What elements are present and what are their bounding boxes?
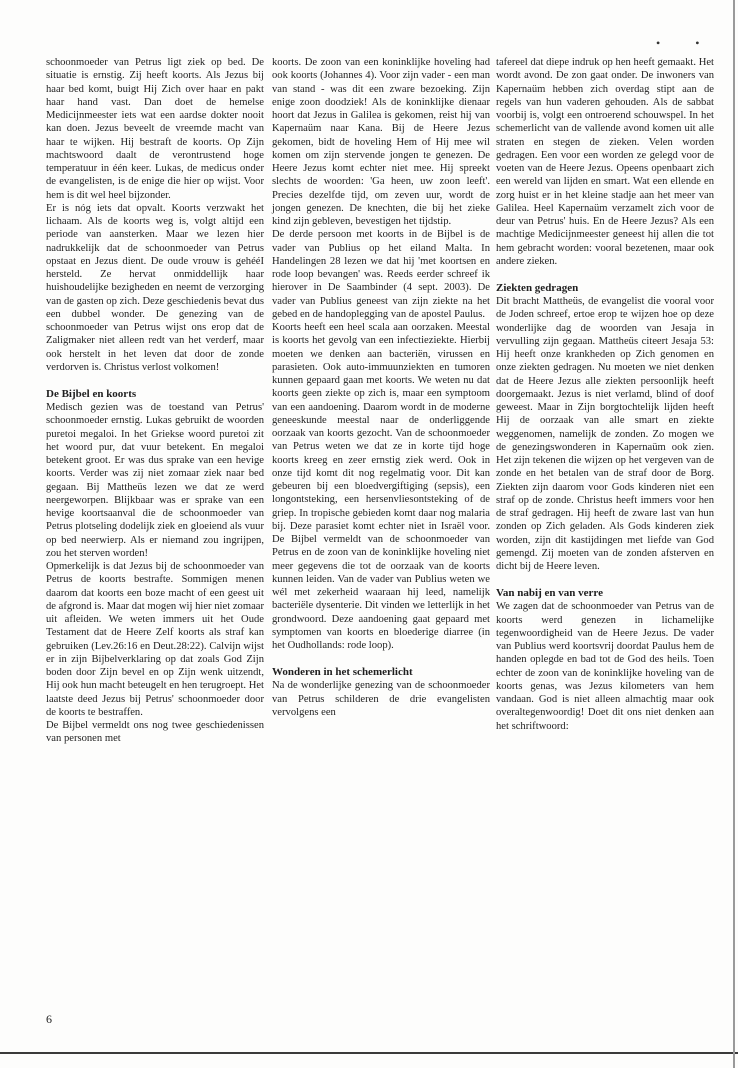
paragraph: tafereel dat diepe indruk op hen heeft gemaakt. Het wordt avond. De zon gaat onder. De inwoners van Kapernaüm hebben zich overdag stipt aan de regels van hun vaderen gehouden. Als de sabbat voorbij is, volgt een ontroerend schouwspel. In het schemerlicht van de vallende avond komen uit alle straten en stegen de zieken. Velen worden gedragen. Een voor een worden ze gelegd voor de voeten van de Heere Jezus. Opeens openbaart zich een wereld van lijden en smart. Wat een ellende en zorg huist er in het kleine stadje aan het meer van Galilea. Heel Kapernaüm verzamelt zich voor de deur van Petrus' huis. En de Heere Jezus? Als een machtige Medicijnmeester geneest hij allen die tot hem gebracht worden: vooral bezetenen, maar ook andere zieken.: [496, 57, 714, 267]
paragraph: Koorts heeft een heel scala aan oorzaken. Meestal is koorts het gevolg van een infectieziekte. Hierbij moeten we denken aan bacteriën, virussen en parasieten. Ook auto-immuunziekten en tumoren kunnen gepaard gaan met koorts. We weten nu dat koorts geen ziekte op zich is, maar een symptoom van een aandoening. Daarom wordt in de moderne geneeskunde meestal naar de onderliggende oorzaak van koorts gezocht. Van de schoonmoeder van Petrus weten we dat ze in korte tijd hoge koorts kreeg en zeer ernstig ziek werd. Ook in onze tijd komt dit nog regelmatig voor. Dit kan gebeuren bij een bloedvergiftiging (sepsis), een longontsteking, een hersenvliesontsteking of de griep. In tropische gebieden komt daar nog malaria bij. Deze parasiet komt echter niet in Israël voor. De Bijbel vermeldt van de schoonmoeder van Petrus en de zoon van de koninklijke hoveling niet meer gegevens die tot de oorzaak van de koorts kunnen leiden. Van de vader van Publius weten we wél met zekerheid waaraan hij leed, namelijk bacteriële dysenterie. Dit vinden we letterlijk in het grondwoord. Deze aandoening gaat gepaard met symptomen van koorts en bloederige diarree (in het Oudhollands: rode loop).: [272, 322, 490, 651]
paragraph: De derde persoon met koorts in de Bijbel is de vader van Publius op het eiland Malta. In Handelingen 28 lezen we dat hij 'met koortsen en rode loop bevangen' was. Reeds eerder schreef ik hierover in De Saambinder (4 sept. 2003). De vader van Publius geneest van zijn ziekte na het gebed en de handoplegging van de apostel Paulus.: [272, 229, 490, 320]
page-number: 6: [46, 1012, 52, 1026]
section-heading-de-bijbel-en-koorts: De Bijbel en koorts: [46, 388, 137, 400]
paragraph: Er is nóg iets dat opvalt. Koorts verzwakt het lichaam. Als de koorts weg is, volgt altijd een periode van aansterken. Maar we lezen hier nadrukkelijk dat de schoonmoeder van Petrus opstaat en Jezus dient. De oude vrouw is gehééI hersteld. Ze hervat onmiddellijk haar huishoudelijke bezigheden en neemt de verzorging van de gasten op zich. Deze geschiedenis bevat dus een dubbel wonder. De genezing van de schoonmoeder van Petrus wijst ons erop dat de Zaligmaker niet alleen redt van het verderf, maar ook herstelt in het leven dat door de zonde verdorven is. Christus verlost volkomen!: [46, 202, 264, 373]
paragraph: koorts. De zoon van een koninklijke hoveling had ook koorts (Johannes 4). Voor zijn vader - een man van stand - was dit een zware bezoeking. Zijn enige zoon doodziek! Als de koninklijke dienaar hoort dat Jezus in Galilea is gekomen, reist hij van Kapernaüm naar Kana. Bij de Heere Jezus gekomen, bidt de hoveling Hem of Hij mee wil komen om zijn stervende jongen te genezen. De Heere Jezus komt echter niet mee. Hij spreekt slechts de woorden: 'Ga heen, uw zoon leeft'. Precies dezelfde tijd, om zeven uur, wordt de jongen genezen. De knechten, die bij het zieke kind zijn gebleven, bevestigen het tijdstip.: [272, 57, 490, 227]
paragraph: Opmerkelijk is dat Jezus bij de schoonmoeder van Petrus de koorts bestrafte. Sommigen menen daarom dat koorts een boze macht of een geest uit de afgrond is. Maar dat mogen wij hier niet zomaar uit afleiden. We weten immers uit het Oude Testament dat de Heere Zelf koorts als straf kan gebruiken (Lev.26:16 en Deut.28:22). Calvijn wijst er in zijn Bijbelverklaring op dat zoals God Zijn boden door Zijn bevel en op Zijn wenk uitzendt, Hij ook hun macht beteugelt en hen terugroept. Het laatste deed Jezus bij Petrus' schoonmoeder door de koorts te bestraffen.: [46, 561, 264, 718]
section-heading-van-nabij-en-van-verre: Van nabij en van verre: [496, 587, 603, 600]
section-heading-wonderen-in-het-schemerlicht: Wonderen in het schemerlicht: [272, 666, 413, 679]
paragraph: Dit bracht Mattheüs, de evangelist die vooral voor de Joden schreef, ertoe erop te wijzen hoe op deze wonderlijke dag de woorden van Jesaja in vervulling zijn gegaan. Mattheüs citeert Jesaja 53: Hij heeft onze krankheden op Zich genomen en onze ziekten gedragen. Nu moeten we niet denken dat de Heere Jezus alle ziekten persoonlijk heeft doorgemaakt. Jezus is niet verlamd, blind of doof geweest. Maar in Zijn borgtochtelijk lijden heeft Hij de oorzaak van alle smart en ziekte weggenomen, namelijk de zonden. Zo mogen we de genezingswonderen in Kapernaüm ook zien. Het zijn tekenen die wijzen op het vergeven van de zonde en het betalen van de straf door de Borg. Ziekten zijn daarom voor Gods kinderen niet een straf op de zonde. Christus heeft immers voor hen de straf gedragen. Hij heeft de zware last van hun zonden op Zich geladen. Als Gods kinderen ziek worden, zijn dit kastijdingen met liefde van God gemengd. Zij moeten van de zonden afsterven en dicht bij de Heere leven.: [496, 296, 714, 572]
column-1: [46, 56, 264, 746]
corner-marks: • •: [656, 36, 716, 50]
paragraph: schoonmoeder van Petrus ligt ziek op bed. De situatie is ernstig. Zij heeft koorts. Als Jezus bij haar bed komt, buigt Hij Zich over haar en pakt haar hand vast. Dan doet de hemelse Medicijnmeester iets wat een aardse dokter nooit kan doen. Jezus beveelt de vreemde macht van haar te wijken. Hij bestraft de koorts. Op Zijn machtswoord daalt de verontrustend hoge temperatuur in één keer. Lukas, de medicus onder de evangelisten, is de enige die hier op wijst. Voor hem is dit wel heel bijzonder.: [46, 57, 264, 201]
paragraph: We zagen dat de schoonmoeder van Petrus van de koorts werd genezen in lichamelijke tegenwoordigheid van de Heere Jezus. De vader van Publius werd koortsvrij doordat Paulus hem de handen oplegde en bad tot de God des heils. Toen echter de zoon van de koninklijke hoveling van de koorts genas, was Jezus kilometers van hem vandaan. God is niet alleen almachtig maar ook overaltegenwoordig! Doet dit ons niet denken aan het schriftwoord:: [496, 601, 714, 732]
paragraph: Na de wonderlijke genezing van de schoonmoeder van Petrus schilderen de drie evangelisten vervolgens een: [272, 680, 490, 718]
column-2: [272, 56, 490, 719]
paragraph: De Bijbel vermeldt ons nog twee geschiedenissen van personen met: [46, 720, 264, 745]
section-heading-ziekten-gedragen: Ziekten gedragen: [496, 282, 579, 294]
paragraph: Medisch gezien was de toestand van Petrus' schoonmoeder ernstig. Lukas gebruikt de woorden puretoi megaloi. In het Griekse woord puretoi zit het woord pur, dat vuur betekent. En megaloi betekent groot. Er was dus sprake van een hevige koorts. Verder was zij niet zomaar ziek naar bed gegaan. Bij Mattheüs lezen we dat ze werd neergeworpen. Blijkbaar was er sprake van een hevige koortsaanval die de schoonmoeder van Petrus plotseling dodelijk ziek en gloeiend als vuur op bed neerwierp. Als er niemand zou ingrijpen, zou het sterven worden!: [46, 402, 264, 559]
page-edge: [733, 0, 735, 1068]
column-3: [496, 56, 714, 733]
bottom-rule: [0, 1052, 738, 1054]
